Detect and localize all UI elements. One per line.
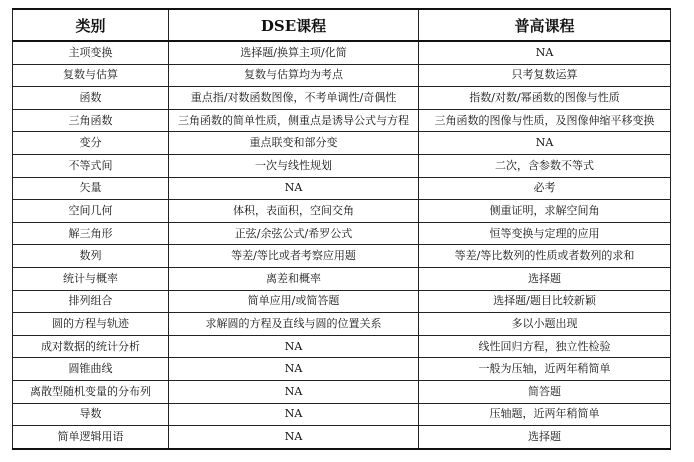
cell-putonggaozhong: 二次，含参数不等式 (419, 154, 671, 177)
cell-dse: NA (169, 335, 419, 358)
cell-putonggaozhong: NA (419, 132, 671, 155)
cell-putonggaozhong: 指数/对数/幂函数的图像与性质 (419, 87, 671, 110)
table-row (13, 200, 671, 223)
cell-dse: NA (169, 177, 419, 200)
cell-dse: 求解圆的方程及直线与圆的位置关系 (169, 313, 419, 336)
table-row (13, 64, 671, 87)
curriculum-comparison-table (12, 8, 671, 450)
header-putonggaozhong: 普高课程 (419, 9, 671, 41)
cell-dse: 重点联变和部分变 (169, 132, 419, 155)
cell-dse: 等差/等比或者考察应用题 (169, 245, 419, 268)
table-row (13, 267, 671, 290)
cell-dse: 离差和概率 (169, 267, 419, 290)
cell-category: 复数与估算 (13, 64, 169, 87)
table-row (13, 222, 671, 245)
cell-category: 统计与概率 (13, 267, 169, 290)
table-row (13, 380, 671, 403)
cell-putonggaozhong: 选择题/题目比较新颖 (419, 290, 671, 313)
cell-putonggaozhong: 一般为压轴，近两年稍简单 (419, 358, 671, 381)
cell-putonggaozhong: 等差/等比数列的性质或者数列的求和 (419, 245, 671, 268)
cell-category: 解三角形 (13, 222, 169, 245)
header-dse: DSE课程 (169, 9, 419, 41)
cell-category: 主项变换 (13, 41, 169, 64)
table-row (13, 358, 671, 381)
cell-category: 排列组合 (13, 290, 169, 313)
cell-dse: 一次与线性规划 (169, 154, 419, 177)
table-row (13, 177, 671, 200)
cell-category: 导数 (13, 403, 169, 426)
cell-putonggaozhong: 恒等变换与定理的应用 (419, 222, 671, 245)
cell-putonggaozhong: NA (419, 41, 671, 64)
cell-category: 变分 (13, 132, 169, 155)
cell-dse: 正弦/余弦公式/希罗公式 (169, 222, 419, 245)
cell-category: 三角函数 (13, 109, 169, 132)
table-row (13, 403, 671, 426)
cell-category: 函数 (13, 87, 169, 110)
cell-category: 圆的方程与轨迹 (13, 313, 169, 336)
table-row (13, 335, 671, 358)
cell-putonggaozhong: 必考 (419, 177, 671, 200)
table-row (13, 290, 671, 313)
cell-category: 圆锥曲线 (13, 358, 169, 381)
table-row (13, 245, 671, 268)
cell-category: 离散型随机变量的分布列 (13, 380, 169, 403)
cell-putonggaozhong: 侧重证明，求解空间角 (419, 200, 671, 223)
table-row (13, 313, 671, 336)
cell-category: 成对数据的统计分析 (13, 335, 169, 358)
cell-category: 简单逻辑用语 (13, 426, 169, 449)
cell-dse: 三角函数的简单性质，侧重点是诱导公式与方程 (169, 109, 419, 132)
cell-putonggaozhong: 多以小题出现 (419, 313, 671, 336)
cell-category: 空间几何 (13, 200, 169, 223)
table-row (13, 426, 671, 449)
header-row (13, 9, 671, 41)
cell-putonggaozhong: 线性回归方程，独立性检验 (419, 335, 671, 358)
table-row (13, 87, 671, 110)
cell-category: 数列 (13, 245, 169, 268)
cell-dse: NA (169, 380, 419, 403)
cell-putonggaozhong: 只考复数运算 (419, 64, 671, 87)
cell-dse: 重点指/对数函数图像，不考单调性/奇偶性 (169, 87, 419, 110)
cell-dse: 体积，表面积，空间交角 (169, 200, 419, 223)
cell-putonggaozhong: 简答题 (419, 380, 671, 403)
table-row (13, 154, 671, 177)
cell-category: 不等式间 (13, 154, 169, 177)
table-body (13, 41, 671, 449)
cell-dse: 简单应用/或简答题 (169, 290, 419, 313)
table-row (13, 41, 671, 64)
cell-dse: NA (169, 403, 419, 426)
cell-putonggaozhong: 三角函数的图像与性质，及图像伸缩平移变换 (419, 109, 671, 132)
table-row (13, 109, 671, 132)
cell-putonggaozhong: 选择题 (419, 426, 671, 449)
cell-dse: 复数与估算均为考点 (169, 64, 419, 87)
cell-category: 矢量 (13, 177, 169, 200)
cell-dse: NA (169, 358, 419, 381)
cell-dse: NA (169, 426, 419, 449)
header-category: 类别 (13, 9, 169, 41)
comparison-table-container (12, 8, 671, 450)
cell-putonggaozhong: 压轴题，近两年稍简单 (419, 403, 671, 426)
table-row (13, 132, 671, 155)
cell-dse: 选择题/换算主项/化简 (169, 41, 419, 64)
cell-putonggaozhong: 选择题 (419, 267, 671, 290)
